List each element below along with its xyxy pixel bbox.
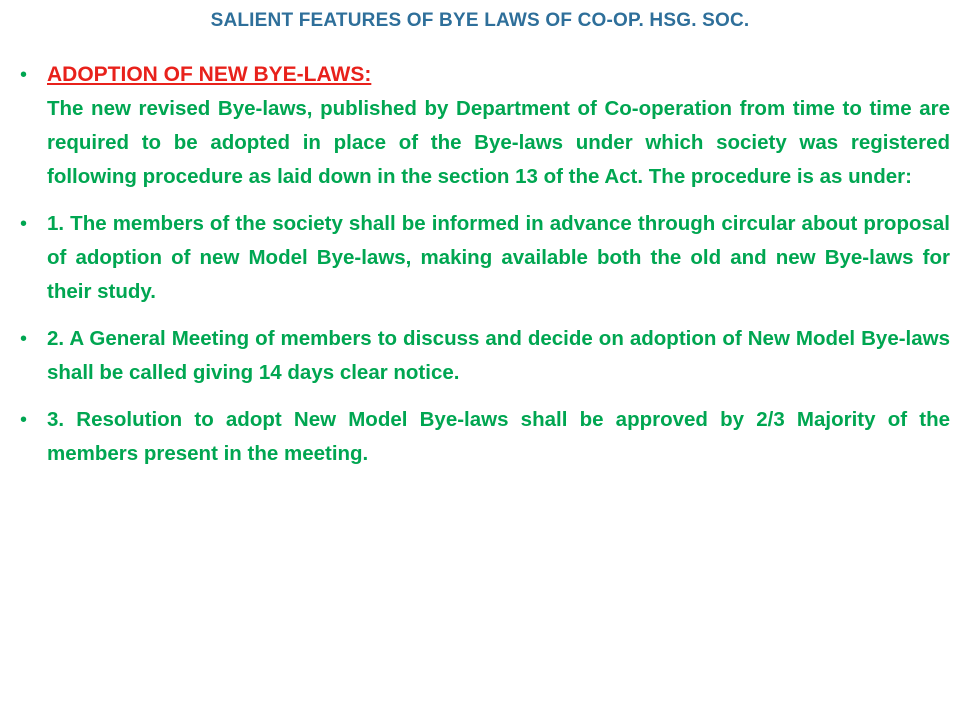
slide-title: SALIENT FEATURES OF BYE LAWS OF CO-OP. HSG. SOC. bbox=[210, 10, 750, 31]
bullet-icon: • bbox=[20, 328, 28, 350]
intro-paragraph: The new revised Bye-laws, published by Department of Co-operation from time to time are required to be adopted in place of the Bye-laws under which society was registered following procedure as laid down in the section 13 of the Act. The procedure is as under: bbox=[47, 97, 950, 188]
bullet-icon: • bbox=[20, 409, 28, 431]
section-heading: ADOPTION OF NEW BYE-LAWS: bbox=[47, 63, 372, 86]
point-text-3: 3. Resolution to adopt New Model Bye-laws shall be approved by 2/3 Majority of the members present in the meeting. bbox=[47, 408, 950, 465]
bullet-icon: • bbox=[20, 64, 28, 86]
bullet-icon: • bbox=[20, 213, 28, 235]
slide-content bbox=[20, 58, 950, 484]
point-text-2: 2. A General Meeting of members to discuss and decide on adoption of New Model Bye-laws shall be called giving 14 days clear notice. bbox=[47, 327, 950, 384]
bullet-item-point-2 bbox=[20, 322, 950, 390]
bullet-item-point-3 bbox=[20, 403, 950, 471]
bullet-item-point-1 bbox=[20, 207, 950, 309]
bullet-item-heading bbox=[20, 58, 950, 194]
point-text-1: 1. The members of the society shall be informed in advance through circular about proposal of adoption of new Model Bye-laws, making available both the old and new Bye-laws for their study. bbox=[47, 212, 950, 303]
